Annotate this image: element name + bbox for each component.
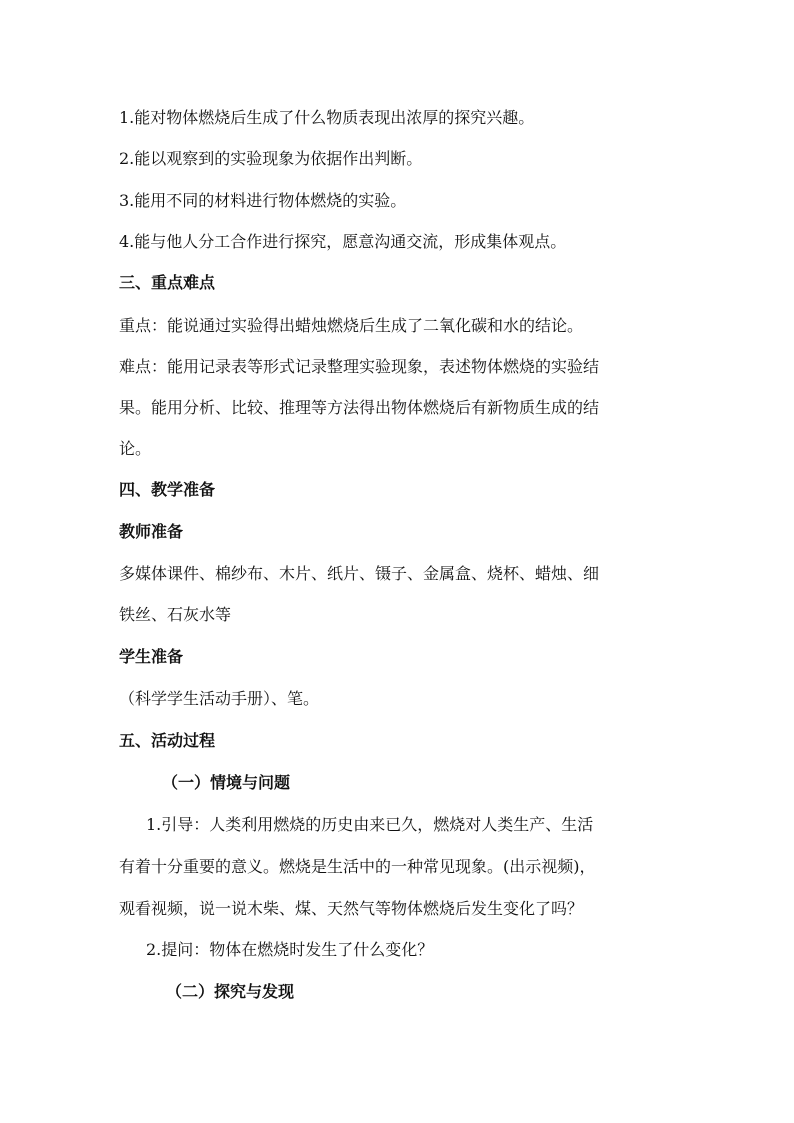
goal-item-4: 4.能与他人分工合作进行探究，愿意沟通交流，形成集体观点。 bbox=[119, 232, 567, 251]
goal-item-1: 1.能对物体燃烧后生成了什么物质表现出浓厚的探究兴趣。 bbox=[119, 108, 535, 127]
key-point-focus: 重点：能说通过实验得出蜡烛燃烧后生成了二氧化碳和水的结论。 bbox=[119, 316, 584, 335]
process-item-2: 2.提问：物体在燃烧时发生了什么变化？ bbox=[146, 940, 434, 959]
process-item-1-line-2: 有着十分重要的意义。燃烧是生活中的一种常见现象。(出示视频)， bbox=[119, 857, 596, 876]
student-preparation-line-1: （科学学生活动手册）、笔。 bbox=[119, 689, 320, 708]
section-heading-preparation: 四、教学准备 bbox=[119, 480, 216, 499]
subheading-student-preparation: 学生准备 bbox=[119, 647, 184, 666]
key-point-difficulty-line-2: 果。能用分析、比较、推理等方法得出物体燃烧后有新物质生成的结 bbox=[119, 398, 600, 417]
goal-item-2: 2.能以观察到的实验现象为依据作出判断。 bbox=[119, 149, 423, 168]
section-heading-process: 五、活动过程 bbox=[119, 731, 216, 750]
subheading-situation-question: （一）情境与问题 bbox=[162, 773, 291, 792]
subheading-explore-discover: （二）探究与发现 bbox=[166, 982, 295, 1001]
key-point-difficulty-line-3: 论。 bbox=[119, 439, 152, 458]
key-point-difficulty-line-1: 难点：能用记录表等形式记录整理实验现象，表述物体燃烧的实验结 bbox=[119, 357, 600, 376]
process-item-1-line-3: 观看视频，说一说木柴、煤、天然气等物体燃烧后发生变化了吗？ bbox=[119, 899, 584, 918]
section-heading-key-points: 三、重点难点 bbox=[119, 273, 216, 292]
process-item-1-line-1: 1.引导：人类利用燃烧的历史由来已久，燃烧对人类生产、生活 bbox=[146, 815, 594, 834]
teacher-preparation-line-1: 多媒体课件、棉纱布、木片、纸片、镊子、金属盒、烧杯、蜡烛、细 bbox=[119, 564, 600, 583]
teacher-preparation-line-2: 铁丝、石灰水等 bbox=[119, 605, 232, 624]
goal-item-3: 3.能用不同的材料进行物体燃烧的实验。 bbox=[119, 191, 407, 210]
subheading-teacher-preparation: 教师准备 bbox=[119, 522, 184, 541]
